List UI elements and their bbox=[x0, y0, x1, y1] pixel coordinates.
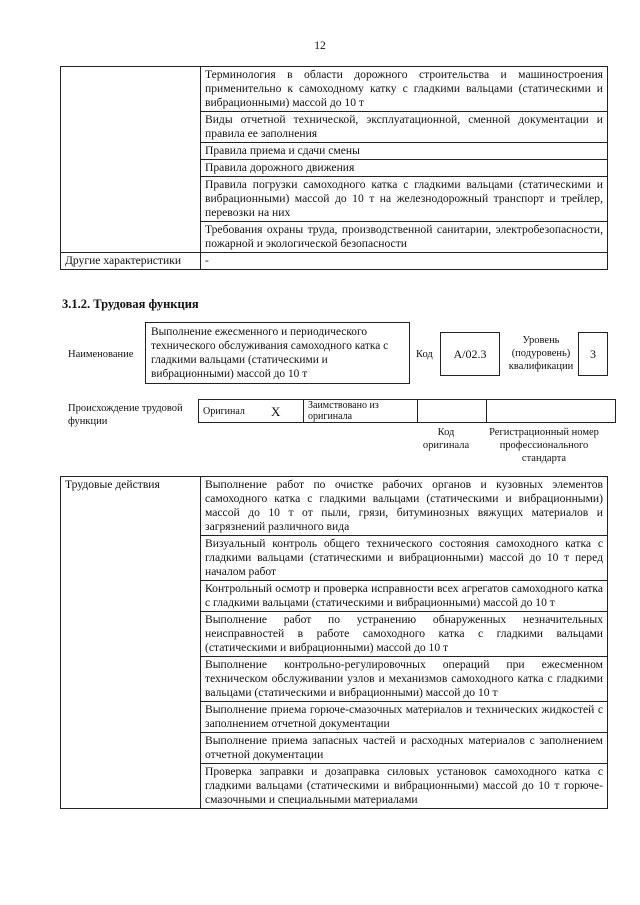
labor-actions-table bbox=[60, 476, 608, 809]
labor-action-row: Выполнение работ по устранению обнаруженных незначительных неисправностей в работе самоходного катка с гладкими вальцами (статическими и вибрационными) массой до 10 т bbox=[201, 612, 608, 657]
reg-number-caption: Регистрационный номер профессионального стандарта bbox=[489, 427, 599, 464]
knowledge-row: Правила дорожного движения bbox=[201, 160, 608, 177]
name-label: Наименование bbox=[68, 349, 134, 360]
level-label: Уровень (подуровень) квалификации bbox=[508, 335, 574, 372]
other-characteristics-label: Другие характеристики bbox=[61, 253, 201, 270]
labor-actions-label: Трудовые действия bbox=[61, 477, 201, 809]
page-number: 12 bbox=[314, 40, 326, 52]
borrowed-label: Заимствовано из оригинала bbox=[304, 400, 418, 423]
origin-label: Происхождение трудовой функции bbox=[68, 403, 183, 427]
knowledge-table bbox=[60, 66, 608, 270]
original-code-cell bbox=[418, 400, 487, 423]
reg-number-cell bbox=[487, 400, 616, 423]
level-box: 3 bbox=[578, 332, 608, 376]
function-code-box: A/02.3 bbox=[440, 332, 500, 376]
knowledge-row: Требования охраны труда, производственной санитарии, электробезопасности, пожарной и экологической безопасности bbox=[201, 222, 608, 253]
labor-action-row: Выполнение контрольно-регулировочных операций при ежесменном техническом обслуживании узлов и механизмов самоходного катка с гладкими вальцами (статическими и вибрационными) массой до 10 т bbox=[201, 657, 608, 702]
labor-action-row: Визуальный контроль общего технического состояния самоходного катка с гладкими вальцами (статическими и вибрационными) массой до 10 т перед началом работ bbox=[201, 536, 608, 581]
labor-action-row: Проверка заправки и дозаправка силовых установок самоходного катка с гладкими вальцами (статическими и вибрационными) массой до 10 т горюче-смазочными и специальными материалами bbox=[201, 764, 608, 809]
code-original-caption: Код оригинала bbox=[422, 427, 470, 451]
code-label: Код bbox=[416, 349, 433, 360]
knowledge-row: Виды отчетной технической, эксплуатационной, сменной документации и правила ее заполнения bbox=[201, 112, 608, 143]
original-label: Оригинал bbox=[199, 400, 268, 423]
function-name-box: Выполнение ежесменного и периодического технического обслуживания самоходного катка с гладкими вальцами (статическими и вибрационными) массой до 10 т bbox=[145, 322, 410, 384]
knowledge-row: Терминология в области дорожного строительства и машиностроения применительно к самоходному катку с гладкими вальцами (статическими и вибрационными) массой до 10 т bbox=[201, 67, 608, 112]
section-title: 3.1.2. Трудовая функция bbox=[62, 297, 199, 311]
knowledge-row: Правила приема и сдачи смены bbox=[201, 143, 608, 160]
labor-action-row: Контрольный осмотр и проверка исправности всех агрегатов самоходного катка с гладкими вальцами (статическими и вибрационными) массой до 10 т bbox=[201, 581, 608, 612]
empty-label-cell bbox=[61, 67, 201, 253]
labor-action-row: Выполнение приема горюче-смазочных материалов и технических жидкостей с заполнением отчетной документации bbox=[201, 702, 608, 733]
labor-action-row: Выполнение работ по очистке рабочих органов и кузовных элементов самоходного катка с гладкими вальцами (статическими и вибрационными) массой до 10 т от пыли, грязи, битуминозных вяжущих материалов и загрязнений различного вида bbox=[201, 477, 608, 536]
original-mark: X bbox=[267, 400, 304, 423]
labor-action-row: Выполнение приема запасных частей и расходных материалов с заполнением отчетной документации bbox=[201, 733, 608, 764]
other-characteristics-value: - bbox=[201, 253, 608, 270]
knowledge-row: Правила погрузки самоходного катка с гладкими вальцами (статическими и вибрационными) массой до 10 т на железнодорожный транспорт и трейлер, перевозки на них bbox=[201, 177, 608, 222]
origin-table bbox=[198, 399, 616, 423]
